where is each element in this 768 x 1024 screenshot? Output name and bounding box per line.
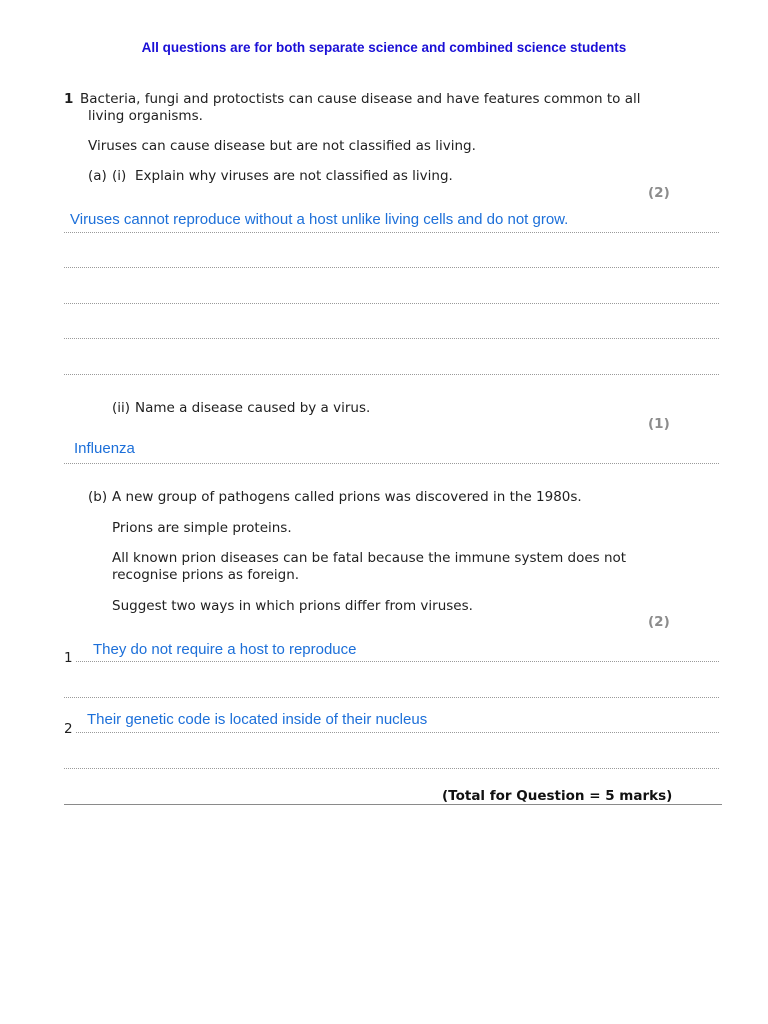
question-number: 1 <box>64 91 74 107</box>
answer-line <box>64 303 719 304</box>
answer-a-i[interactable]: Viruses cannot reproduce without a host unlike living cells and do not grow. <box>70 211 569 228</box>
answer-b-2[interactable]: Their genetic code is located inside of their nucleus <box>87 711 428 728</box>
answer-line <box>76 732 719 733</box>
part-b-line3b: recognise prions as foreign. <box>112 567 300 583</box>
part-a-ii-label: (ii) <box>112 400 131 416</box>
part-a-ii-marks: (1) <box>648 416 670 432</box>
answer-line <box>64 267 719 268</box>
part-a-label: (a) <box>88 168 107 184</box>
part-b-prompt: Suggest two ways in which prions differ from viruses. <box>112 598 473 614</box>
question-end-rule <box>64 804 722 805</box>
answer-b-2-number: 2 <box>64 721 73 737</box>
answer-line <box>76 661 719 662</box>
part-b-label: (b) <box>88 489 108 505</box>
part-a-i-prompt: Explain why viruses are not classified as living. <box>135 168 453 184</box>
question-intro-line2: living organisms. <box>88 108 203 124</box>
part-a-i-label: (i) <box>112 168 127 184</box>
question-total: (Total for Question = 5 marks) <box>442 788 673 804</box>
part-b-line1: A new group of pathogens called prions was discovered in the 1980s. <box>112 489 582 505</box>
answer-line <box>64 697 719 698</box>
part-a-ii-prompt: Name a disease caused by a virus. <box>135 400 371 416</box>
answer-b-1[interactable]: They do not require a host to reproduce <box>93 641 357 658</box>
answer-line <box>64 232 719 233</box>
answer-line <box>64 338 719 339</box>
answer-line <box>64 463 719 464</box>
answer-b-1-number: 1 <box>64 650 73 666</box>
answer-line <box>64 374 719 375</box>
question-intro-line1: Bacteria, fungi and protoctists can cause disease and have features common to all <box>80 91 641 107</box>
answer-a-ii[interactable]: Influenza <box>74 440 135 457</box>
part-b-line3a: All known prion diseases can be fatal because the immune system does not <box>112 550 627 566</box>
part-b-line2: Prions are simple proteins. <box>112 520 292 536</box>
part-b-marks: (2) <box>648 614 670 630</box>
part-a-i-marks: (2) <box>648 185 670 201</box>
answer-line <box>64 768 719 769</box>
question-statement: Viruses can cause disease but are not classified as living. <box>88 138 476 154</box>
page-header: All questions are for both separate science and combined science students <box>141 40 627 55</box>
